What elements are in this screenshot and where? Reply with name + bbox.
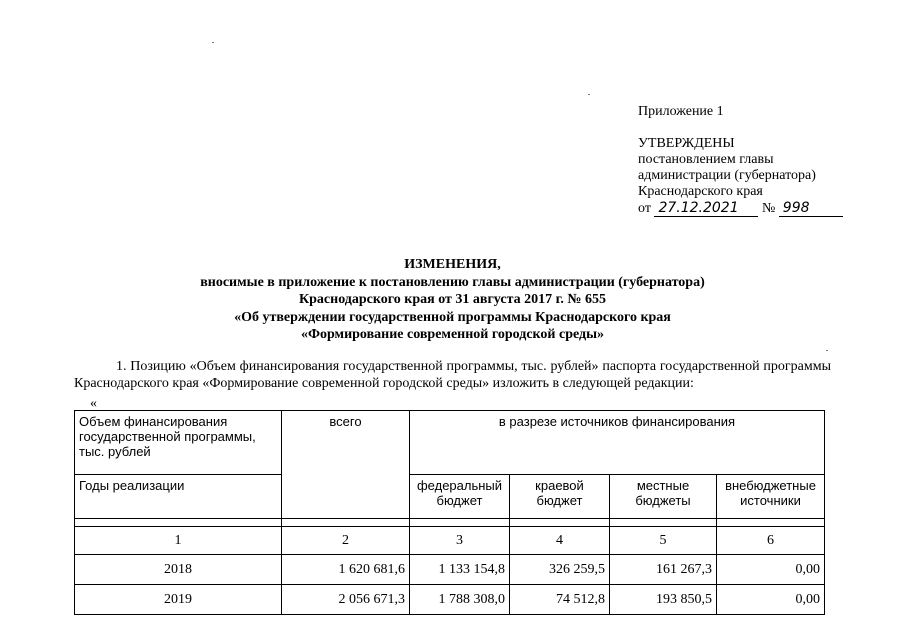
spacer-cell bbox=[75, 519, 282, 527]
header-row bbox=[75, 411, 825, 475]
spacer-cell bbox=[282, 519, 410, 527]
table-row bbox=[75, 585, 825, 615]
heading-line: Краснодарского края от 31 августа 2017 г. № 655 bbox=[298, 292, 606, 307]
column-number: 5 bbox=[610, 527, 717, 555]
column-number: 6 bbox=[717, 527, 825, 555]
federal-cell: 1 133 154,8 bbox=[410, 555, 510, 585]
local-cell: 193 850,5 bbox=[610, 585, 717, 615]
heading-title: ИЗМЕНЕНИЯ, bbox=[404, 257, 501, 272]
approval-block bbox=[638, 104, 843, 217]
header-years: Годы реализации bbox=[75, 475, 282, 519]
scan-speck bbox=[826, 350, 828, 351]
header-federal: федеральный бюджет bbox=[410, 475, 510, 519]
approval-line: Краснодарского края bbox=[638, 184, 763, 199]
column-number: 4 bbox=[510, 527, 610, 555]
approved-label: УТВЕРЖДЕНЫ bbox=[638, 136, 735, 151]
financing-table bbox=[74, 410, 825, 615]
document-heading bbox=[100, 256, 805, 344]
year-cell: 2019 bbox=[75, 585, 282, 615]
date-prefix: от bbox=[638, 201, 651, 216]
spacer-cell bbox=[510, 519, 610, 527]
federal-cell: 1 788 308,0 bbox=[410, 585, 510, 615]
approval-line: администрации (губернатора) bbox=[638, 168, 816, 183]
appendix-label: Приложение 1 bbox=[638, 104, 724, 119]
body-paragraph: 1. Позицию «Объем финансирования государственной программы, тыс. рублей» паспорта государственной программы Краснодарского края «Формирование современной городской среды» изложить в следующей редакции: bbox=[74, 359, 831, 391]
total-cell: 2 056 671,3 bbox=[282, 585, 410, 615]
local-cell: 161 267,3 bbox=[610, 555, 717, 585]
header-local: местные бюджеты bbox=[610, 475, 717, 519]
spacer-row bbox=[75, 519, 825, 527]
header-extra: внебюджетные источники bbox=[717, 475, 825, 519]
column-number: 3 bbox=[410, 527, 510, 555]
regional-cell: 326 259,5 bbox=[510, 555, 610, 585]
approval-line: постановлением главы bbox=[638, 152, 774, 167]
header-row bbox=[75, 475, 825, 519]
extra-cell: 0,00 bbox=[717, 555, 825, 585]
regional-cell: 74 512,8 bbox=[510, 585, 610, 615]
extra-cell: 0,00 bbox=[717, 585, 825, 615]
heading-line: вносимые в приложение к постановлению главы администрации (губернатора) bbox=[200, 274, 705, 290]
heading-line: «Об утверждении государственной программы Краснодарского края bbox=[234, 309, 671, 325]
spacer-cell bbox=[410, 519, 510, 527]
column-number: 2 bbox=[282, 527, 410, 555]
header-total: всего bbox=[282, 411, 410, 519]
heading-line: «Формирование современной городской среды» bbox=[300, 327, 605, 342]
year-cell: 2018 bbox=[75, 555, 282, 585]
spacer-cell bbox=[610, 519, 717, 527]
scan-speck bbox=[212, 42, 214, 43]
number-sign: № bbox=[761, 201, 776, 216]
scan-speck bbox=[588, 94, 590, 95]
approval-date-line bbox=[638, 200, 843, 217]
handwritten-number: 998 bbox=[779, 200, 843, 217]
spacer-cell bbox=[717, 519, 825, 527]
total-cell: 1 620 681,6 bbox=[282, 555, 410, 585]
column-number-row bbox=[75, 527, 825, 555]
header-sources: в разрезе источников финансирования bbox=[410, 411, 825, 475]
column-number: 1 bbox=[75, 527, 282, 555]
open-quote: « bbox=[90, 396, 97, 411]
header-regional: краевой бюджет bbox=[510, 475, 610, 519]
handwritten-date: 27.12.2021 bbox=[654, 200, 758, 217]
table-row bbox=[75, 555, 825, 585]
header-volume: Объем финансирования государственной программы, тыс. рублей bbox=[75, 411, 282, 475]
